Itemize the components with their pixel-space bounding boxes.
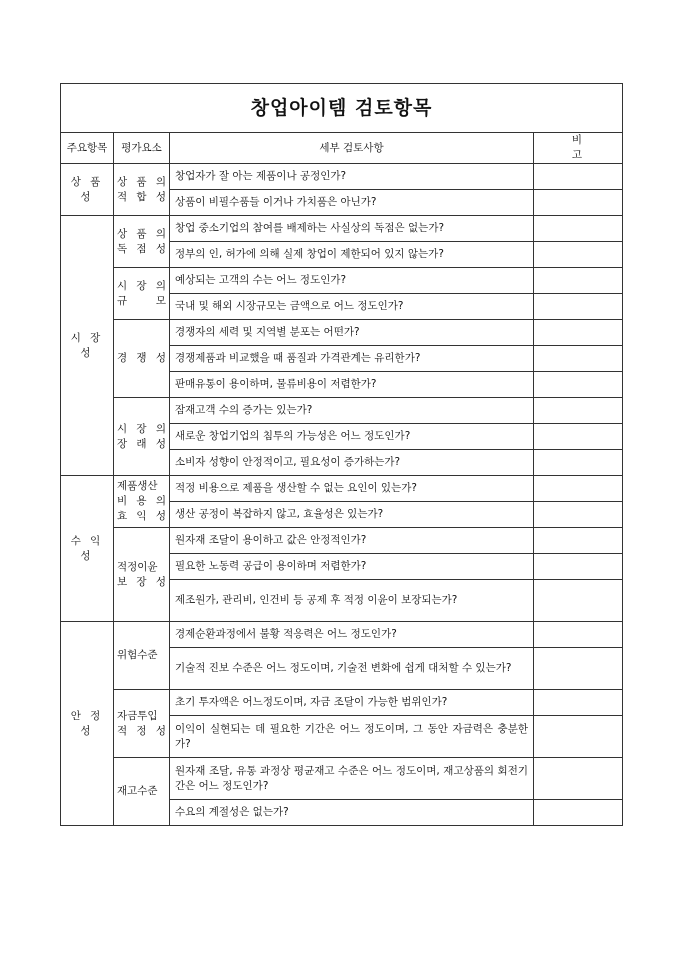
header-note: 비 고 [534, 133, 623, 164]
note-cell [534, 554, 623, 580]
detail-item-cell: 잠재고객 수의 증가는 있는가? [170, 398, 534, 424]
eval-element-cell [114, 622, 170, 690]
note-cell [534, 268, 623, 294]
eval-element-line: 자금투입 [117, 709, 158, 722]
note-cell [534, 502, 623, 528]
note-cell [534, 622, 623, 648]
note-cell [534, 800, 623, 826]
detail-item-cell: 생산 공정이 복잡하지 않고, 효율성은 있는가? [170, 502, 534, 528]
note-cell [534, 424, 623, 450]
table-row [61, 690, 623, 716]
table-row [61, 528, 623, 554]
eval-element-line: 규 모 [117, 294, 166, 307]
detail-item-cell: 필요한 노동력 공급이 용이하며 저렴한가? [170, 554, 534, 580]
note-cell [534, 242, 623, 268]
table-row [61, 164, 623, 190]
detail-item-cell: 국내 및 해외 시장규모는 금액으로 어느 정도인가? [170, 294, 534, 320]
main-item-cell: 안 정 성 [61, 622, 114, 826]
detail-item-cell: 경제순환과정에서 불황 적응력은 어느 정도인가? [170, 622, 534, 648]
detail-item-cell: 제조원가, 관리비, 인건비 등 공제 후 적정 이윤이 보장되는가? [170, 580, 534, 622]
eval-element-line: 시 장 의 [117, 422, 166, 435]
table-row [61, 398, 623, 424]
table-row [61, 758, 623, 800]
eval-element-line: 효 익 성 [117, 510, 166, 522]
eval-element-cell [114, 164, 170, 216]
header-eval-element: 평가요소 [114, 133, 170, 164]
eval-element-line: 적정이윤 [117, 560, 158, 573]
note-cell [534, 398, 623, 424]
note-cell [534, 294, 623, 320]
note-cell [534, 716, 623, 758]
detail-item-cell: 창업 중소기업의 참여를 배제하는 사실상의 독점은 없는가? [170, 216, 534, 242]
eval-element-cell [114, 216, 170, 268]
eval-element-cell [114, 690, 170, 758]
detail-item-cell: 창업자가 잘 아는 제품이나 공정인가? [170, 164, 534, 190]
table-row [61, 622, 623, 648]
note-cell [534, 164, 623, 190]
detail-item-cell: 수요의 계절성은 없는가? [170, 800, 534, 826]
review-table [60, 83, 623, 826]
table-row [61, 476, 623, 502]
note-cell [534, 758, 623, 800]
detail-item-cell: 판매유통이 용이하며, 물류비용이 저렴한가? [170, 372, 534, 398]
detail-item-cell: 이익이 실현되는 데 필요한 기간은 어느 정도이며, 그 동안 자금력은 충분한가? [170, 716, 534, 758]
note-cell [534, 190, 623, 216]
note-cell [534, 690, 623, 716]
detail-item-cell: 초기 투자액은 어느정도이며, 자금 조달이 가능한 범위인가? [170, 690, 534, 716]
detail-item-cell: 상품이 비필수품들 이거나 가치품은 아닌가? [170, 190, 534, 216]
table-row [61, 320, 623, 346]
detail-item-cell: 예상되는 고객의 수는 어느 정도인가? [170, 268, 534, 294]
detail-item-cell: 경쟁자의 세력 및 지역별 분포는 어떤가? [170, 320, 534, 346]
note-cell [534, 346, 623, 372]
detail-item-cell: 소비자 성향이 안정적이고, 필요성이 증가하는가? [170, 450, 534, 476]
eval-element-cell [114, 528, 170, 622]
table-row [61, 268, 623, 294]
eval-element-line: 비 용 의 [117, 495, 166, 507]
note-cell [534, 580, 623, 622]
note-cell [534, 528, 623, 554]
eval-element-line: 독 점 성 [117, 242, 166, 255]
detail-item-cell: 새로운 창업기업의 침투의 가능성은 어느 정도인가? [170, 424, 534, 450]
main-item-cell: 시 장 성 [61, 216, 114, 476]
eval-element-line: 보 장 성 [117, 575, 166, 588]
note-cell [534, 450, 623, 476]
eval-element-line: 적 합 성 [117, 190, 166, 203]
main-item-cell: 상 품 성 [61, 164, 114, 216]
detail-item-cell: 적정 비용으로 제품을 생산할 수 없는 요인이 있는가? [170, 476, 534, 502]
eval-element-cell [114, 320, 170, 398]
eval-element-cell [114, 398, 170, 476]
eval-element-cell [114, 758, 170, 826]
header-main-item: 주요항목 [61, 133, 114, 164]
detail-item-cell: 원자재 조달, 유통 과정상 평균재고 수준은 어느 정도이며, 재고상품의 회전기간은 어느 정도인가? [170, 758, 534, 800]
table-row [61, 216, 623, 242]
detail-item-cell: 원자재 조달이 용이하고 값은 안정적인가? [170, 528, 534, 554]
note-cell [534, 320, 623, 346]
page-title: 창업아이템 검토항목 [61, 84, 623, 133]
eval-element-line: 장 래 성 [117, 437, 166, 450]
main-item-cell: 수 익 성 [61, 476, 114, 622]
detail-item-cell: 기술적 진보 수준은 어느 정도이며, 기술전 변화에 쉽게 대처할 수 있는가? [170, 648, 534, 690]
detail-item-cell: 경쟁제품과 비교했을 때 품질과 가격관계는 유리한가? [170, 346, 534, 372]
eval-element-line: 위험수준 [117, 649, 158, 661]
eval-element-line: 적 정 성 [117, 724, 166, 737]
note-cell [534, 372, 623, 398]
header-detail: 세부 검토사항 [170, 133, 534, 164]
note-cell [534, 476, 623, 502]
eval-element-line: 상 품 의 [117, 227, 166, 240]
eval-element-line: 시 장 의 [117, 279, 166, 292]
eval-element-line: 재고수준 [117, 785, 158, 797]
eval-element-line: 상 품 의 [117, 175, 166, 188]
eval-element-line: 경 쟁 성 [117, 352, 166, 364]
note-cell [534, 648, 623, 690]
eval-element-cell [114, 476, 170, 528]
eval-element-cell [114, 268, 170, 320]
eval-element-line: 제품생산 [117, 480, 158, 492]
detail-item-cell: 정부의 인, 허가에 의해 실제 창업이 제한되어 있지 않는가? [170, 242, 534, 268]
note-cell [534, 216, 623, 242]
